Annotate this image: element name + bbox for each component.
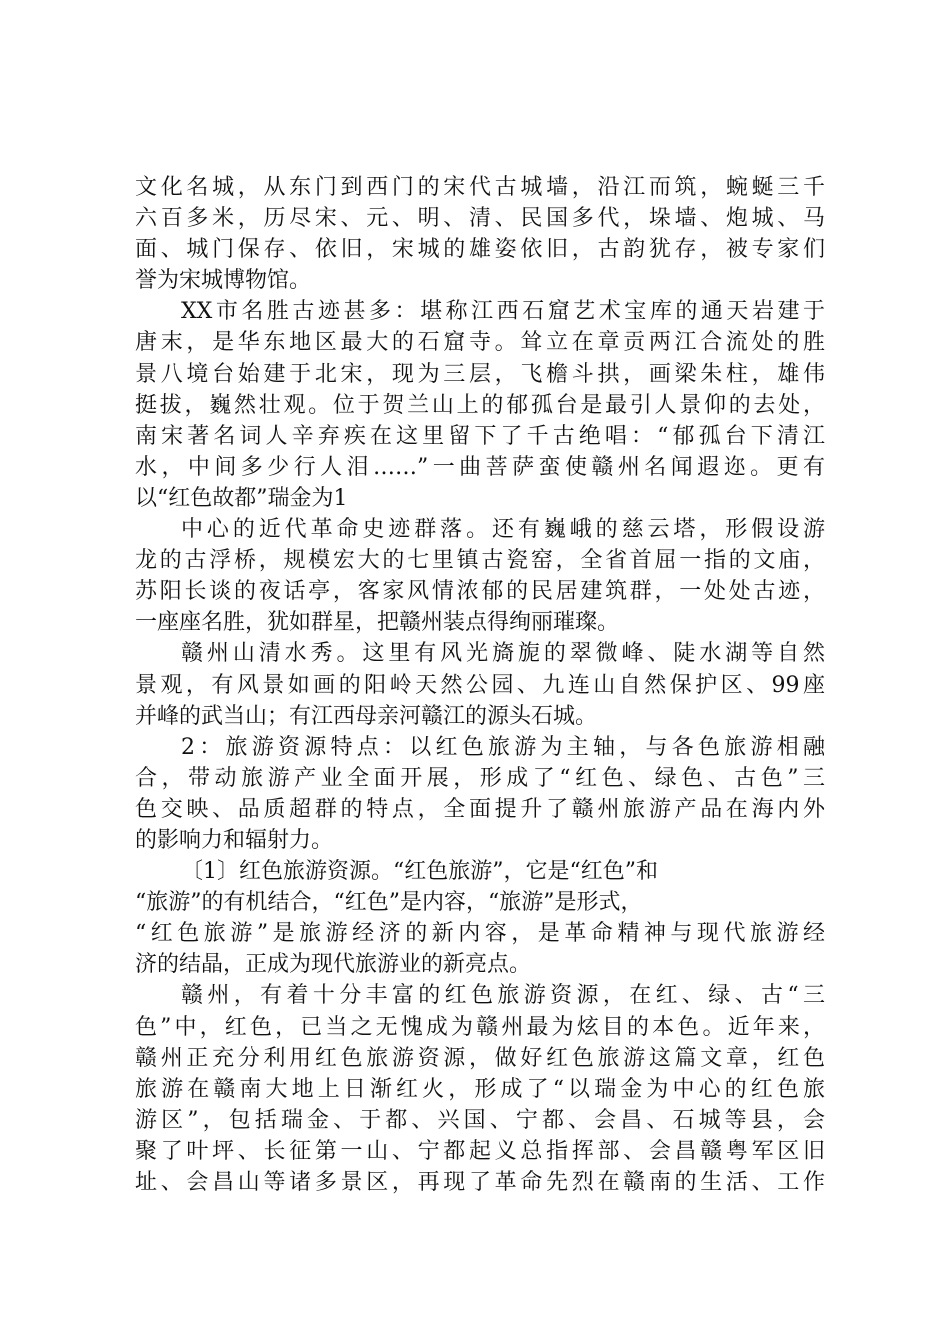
- text-line: 济的结晶，正成为现代旅游业的新亮点。: [135, 952, 532, 978]
- text-line: 的影响力和辐射力。: [135, 827, 334, 853]
- text-line: 南宋著名词人辛弃疾在这里留下了千古绝唱：“郁孤台下清江: [135, 423, 825, 449]
- text-line: 赣州山清水秀。这里有风光旖旎的翠微峰、陡水湖等自然: [181, 641, 825, 667]
- text-line: 龙的古浮桥，规模宏大的七里镇古瓷窑，全省首屈一指的文庙，: [135, 548, 825, 574]
- text-line: 一座座名胜，犹如群星，把赣州装点得绚丽璀璨。: [135, 610, 620, 636]
- text-line: 2：旅游资源特点：以红色旅游为主轴，与各色旅游相融: [181, 734, 825, 760]
- text-line: 赣州正充分利用红色旅游资源，做好红色旅游这篇文章，红色: [135, 1045, 825, 1071]
- text-line: 色”中，红色，已当之无愧成为赣州最为炫目的本色。近年来，: [135, 1014, 825, 1040]
- text-line: 址、会昌山等诸多景区，再现了革命先烈在赣南的生活、工作: [135, 1170, 825, 1195]
- text-line: 旅游在赣南大地上日渐红火，形成了“以瑞金为中心的红色旅: [135, 1076, 825, 1102]
- text-line: 挺拔，巍然壮观。位于贺兰山上的郁孤台是最引人景仰的去处，: [135, 392, 825, 418]
- text-line: 六百多米，历尽宋、元、明、清、民国多代，垛墙、炮城、马: [135, 206, 825, 232]
- text-line: 唐末，是华东地区最大的石窟寺。耸立在章贡两江合流处的胜: [135, 330, 825, 356]
- text-line: 景观，有风景如画的阳岭天然公园、九连山自然保护区、99座: [135, 672, 825, 698]
- text-line: 并峰的武当山；有江西母亲河赣江的源头石城。: [135, 703, 598, 729]
- text-line: 合，带动旅游产业全面开展，形成了“红色、绿色、古色”三: [135, 765, 825, 791]
- text-line: 景八境台始建于北宋，现为三层，飞檐斗拱，画梁朱柱，雄伟: [135, 361, 825, 387]
- text-line: 中心的近代革命史迹群落。还有巍峨的慈云塔，形假设游: [181, 517, 825, 543]
- text-line: 聚了叶坪、长征第一山、宁都起义总指挥部、会昌赣粤军区旧: [135, 1138, 825, 1164]
- text-line: 以“红色故都”瑞金为1: [135, 485, 348, 511]
- text-line: 〔1〕红色旅游资源。“红色旅游”，它是“红色”和: [181, 859, 658, 885]
- text-line: XX市名胜古迹甚多：堪称江西石窟艺术宝库的通天岩建于: [181, 299, 825, 325]
- text-line: 文化名城，从东门到西门的宋代古城墙，沿江而筑，蜿蜒三千: [135, 175, 825, 200]
- text-line: 游区”，包括瑞金、于都、兴国、宁都、会昌、石城等县，会: [135, 1107, 825, 1133]
- text-line: 誉为宋城博物馆。: [135, 268, 312, 294]
- text-line: 苏阳长谈的夜话亭，客家风情浓郁的民居建筑群，一处处古迹，: [135, 579, 825, 605]
- document-body: [135, 172, 825, 1198]
- text-line: 色交映、品质超群的特点，全面提升了赣州旅游产品在海内外: [135, 796, 825, 822]
- text-line: 赣州，有着十分丰富的红色旅游资源，在红、绿、古“三: [181, 983, 825, 1009]
- text-line: 水，中间多少行人泪……”一曲菩萨蛮使赣州名闻遐迩。更有: [135, 454, 825, 480]
- text-line: “旅游”的有机结合，“红色”是内容，“旅游”是形式，: [135, 890, 643, 916]
- text-line: “红色旅游”是旅游经济的新内容，是革命精神与现代旅游经: [135, 921, 825, 947]
- text-line: 面、城门保存、依旧，宋城的雄姿依旧，古韵犹存，被专家们: [135, 237, 825, 263]
